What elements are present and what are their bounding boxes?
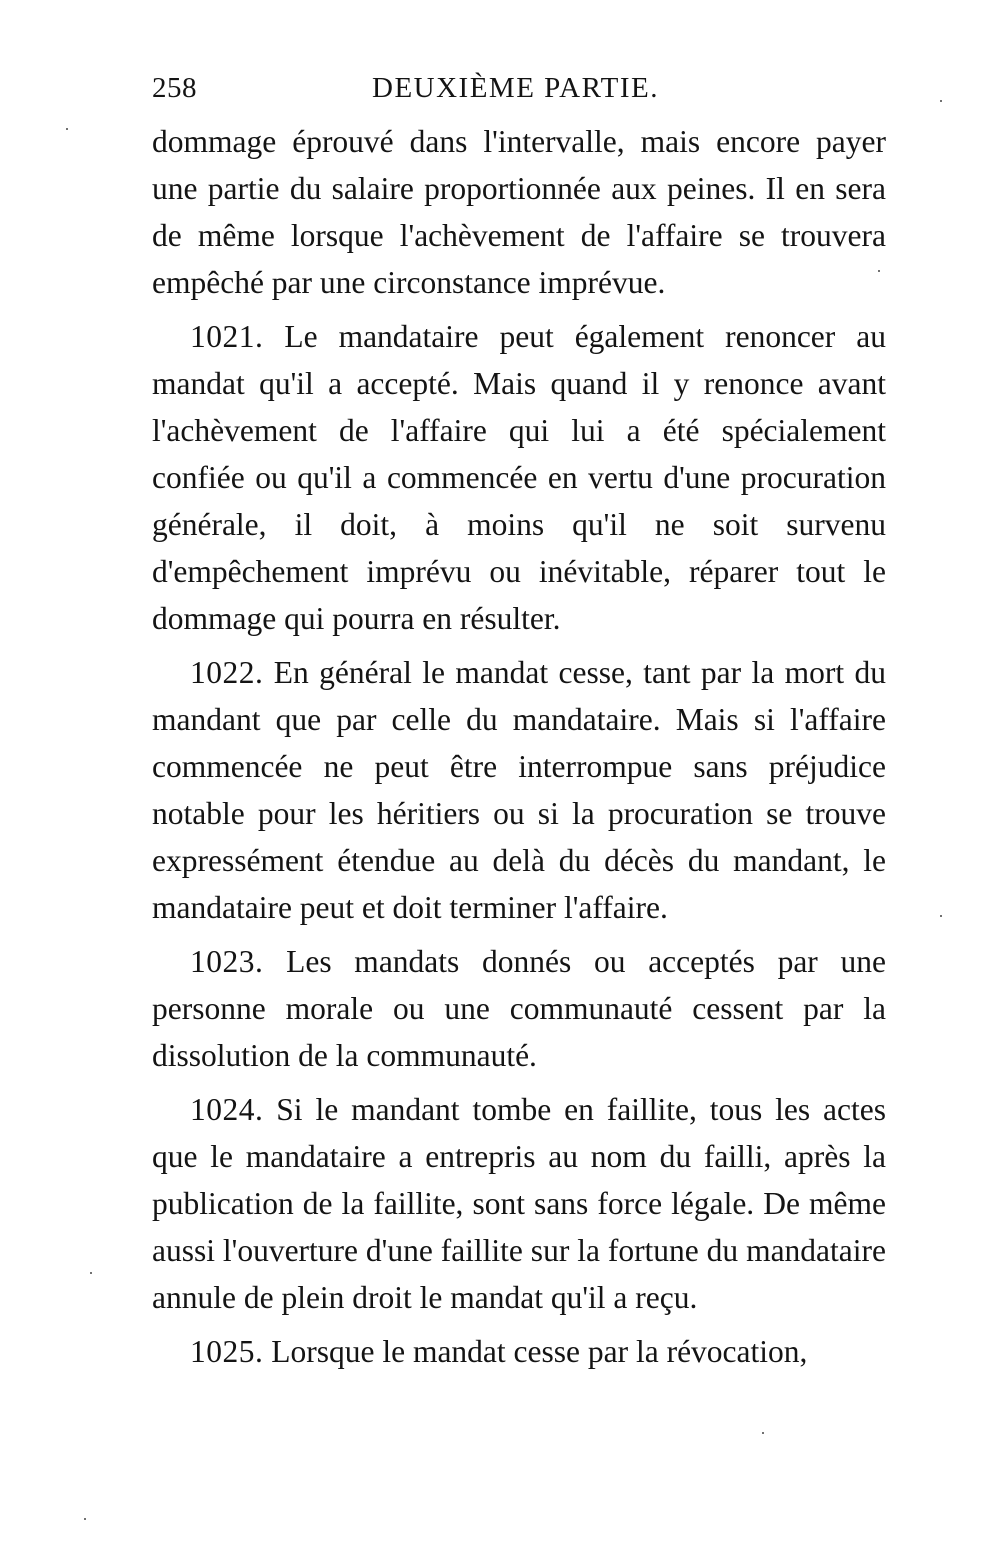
page-number: 258: [152, 72, 197, 104]
scan-speck: [878, 270, 880, 272]
running-head: DEUXIÈME PARTIE.: [372, 72, 660, 104]
body-text: [152, 118, 886, 1375]
article-number: 1022.: [190, 655, 264, 690]
article-number: 1024.: [190, 1092, 264, 1127]
scan-speck: [940, 100, 942, 102]
scan-speck: [66, 128, 68, 130]
article-text: Les mandats donnés ou acceptés par une personne morale ou une communauté cessent par la dissolution de la communauté.: [152, 944, 886, 1073]
article-1021: [152, 313, 886, 642]
article-number: 1025.: [190, 1334, 264, 1369]
article-1024: [152, 1086, 886, 1321]
article-1023: [152, 938, 886, 1079]
scan-speck: [762, 1432, 764, 1434]
article-text: Le mandataire peut également renoncer au mandat qu'il a accepté. Mais quand il y renonce avant l'achèvement de l'affaire qui lui a été spécialement confiée ou qu'il a commencée en vertu d'une procuration générale, il doit, à moins qu'il ne soit survenu d'empêchement imprévu ou inévitable, réparer tout le dommage qui pourra en résulter.: [152, 319, 886, 636]
article-text: Lorsque le mandat cesse par la révocation,: [271, 1334, 808, 1369]
article-number: 1021.: [190, 319, 264, 354]
article-number: 1023.: [190, 944, 264, 979]
scan-speck: [84, 1518, 86, 1520]
article-text: Si le mandant tombe en faillite, tous les actes que le mandataire a entrepris au nom du failli, après la publication de la faillite, sont sans force légale. De même aussi l'ouverture d'une faillite sur la fortune du mandataire annule de plein droit le mandat qu'il a reçu.: [152, 1092, 886, 1315]
page-header: [152, 72, 892, 112]
scan-speck: [90, 1272, 92, 1274]
article-1022: [152, 649, 886, 931]
article-1025: [152, 1328, 886, 1375]
scan-speck: [940, 915, 942, 917]
article-text: En général le mandat cesse, tant par la mort du mandant que par celle du mandataire. Mais si l'affaire commencée ne peut être interrompue sans préjudice notable pour les héritiers ou si la procuration se trouve expressément étendue au delà du décès du mandant, le mandataire peut et doit terminer l'affaire.: [152, 655, 886, 925]
continuation-paragraph: dommage éprouvé dans l'intervalle, mais encore payer une partie du salaire proportionnée aux peines. Il en sera de même lorsque l'achèvement de l'affaire se trouvera empêché par une circonstance imprévue.: [152, 124, 886, 300]
